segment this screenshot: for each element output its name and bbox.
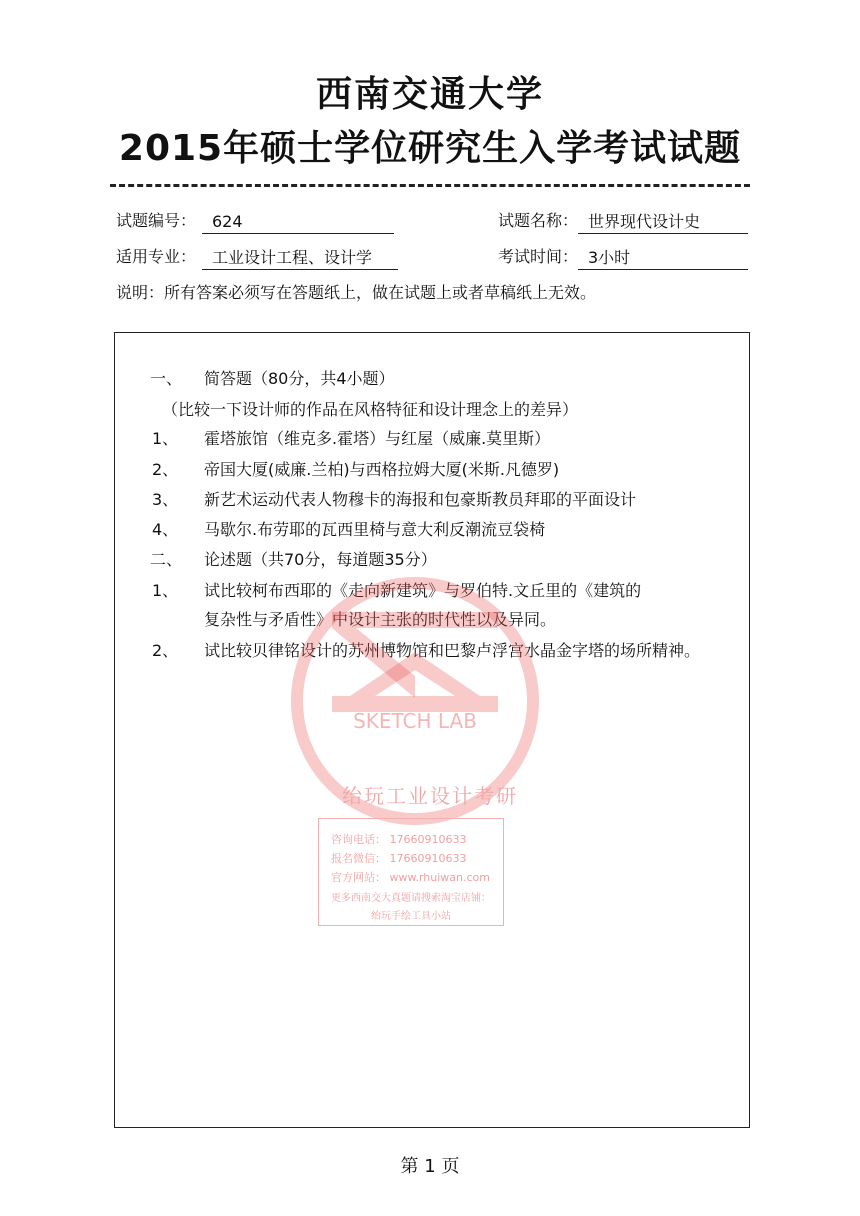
question-text: 试比较贝律铭设计的苏州博物馆和巴黎卢浮宫水晶金字塔的场所精神。	[204, 641, 701, 660]
question-text: 试比较柯布西耶的《走向新建筑》与罗伯特.文丘里的《建筑的	[204, 581, 642, 600]
watermark-phone: 咨询电话： 17660910633	[331, 833, 467, 846]
page-number: 第 1 页	[400, 1156, 460, 1177]
time-field	[498, 244, 752, 270]
question-text: 霍塔旅馆（维克多.霍塔）与红屋（威廉.莫里斯）	[204, 429, 551, 448]
exam-name-value: 世界现代设计史	[578, 211, 748, 234]
major-label: 适用专业：	[116, 247, 197, 266]
question-box	[114, 332, 750, 1128]
watermark-more-line-2: 绐玩手绘工具小站	[371, 911, 451, 922]
section-2-title: 论述题（共70分，每道题35分）	[204, 550, 437, 569]
major-field	[116, 244, 400, 270]
question-text: 新艺术运动代表人物穆卡的海报和包豪斯教员拜耶的平面设计	[204, 490, 637, 509]
section-1-number: 一、	[150, 369, 183, 388]
question-number: 3、	[152, 490, 179, 509]
question-number: 1、	[152, 581, 179, 600]
instruction-note: 说明：所有答案必须写在答题纸上，做在试题上或者草稿纸上无效。	[116, 283, 597, 302]
exam-name-field	[498, 208, 752, 234]
question-number: 4、	[152, 520, 179, 539]
question-text: 帝国大厦(威廉.兰柏)与西格拉姆大厦(米斯.凡德罗)	[204, 460, 560, 479]
watermark-website: 官方网站： www.rhuiwan.com	[331, 871, 491, 884]
watermark-more-line-1: 更多西南交大真题请搜索淘宝店铺：	[331, 893, 491, 904]
watermark-contact-box	[318, 818, 504, 926]
exam-code-field	[116, 208, 396, 234]
exam-code-value: 624	[202, 211, 394, 234]
exam-title: 2015年硕士学位研究生入学考试试题	[118, 128, 742, 169]
dashed-divider	[110, 184, 750, 187]
question-number: 2、	[152, 460, 179, 479]
question-number: 2、	[152, 641, 179, 660]
question-text-continued: 复杂性与矛盾性》中设计主张的时代性以及异同。	[204, 610, 557, 629]
section-2-number: 二、	[150, 550, 183, 569]
question-text: 马歇尔.布劳耶的瓦西里椅与意大利反潮流豆袋椅	[204, 520, 546, 539]
section-1-title: 简答题（80分，共4小题）	[204, 369, 395, 388]
university-title: 西南交通大学	[315, 74, 544, 115]
question-number: 1、	[152, 429, 179, 448]
watermark-logo-text: SKETCH LAB	[353, 709, 477, 733]
major-value: 工业设计工程、设计学	[202, 247, 398, 270]
watermark-slogan: 绐玩工业设计考研	[342, 784, 518, 808]
watermark-wechat: 报名微信： 17660910633	[331, 852, 467, 865]
exam-name-label: 试题名称：	[498, 211, 579, 230]
exam-code-label: 试题编号：	[116, 211, 197, 230]
time-value: 3小时	[578, 247, 748, 270]
time-label: 考试时间：	[498, 247, 579, 266]
section-1-intro: （比较一下设计师的作品在风格特征和设计理念上的差异）	[162, 400, 579, 419]
